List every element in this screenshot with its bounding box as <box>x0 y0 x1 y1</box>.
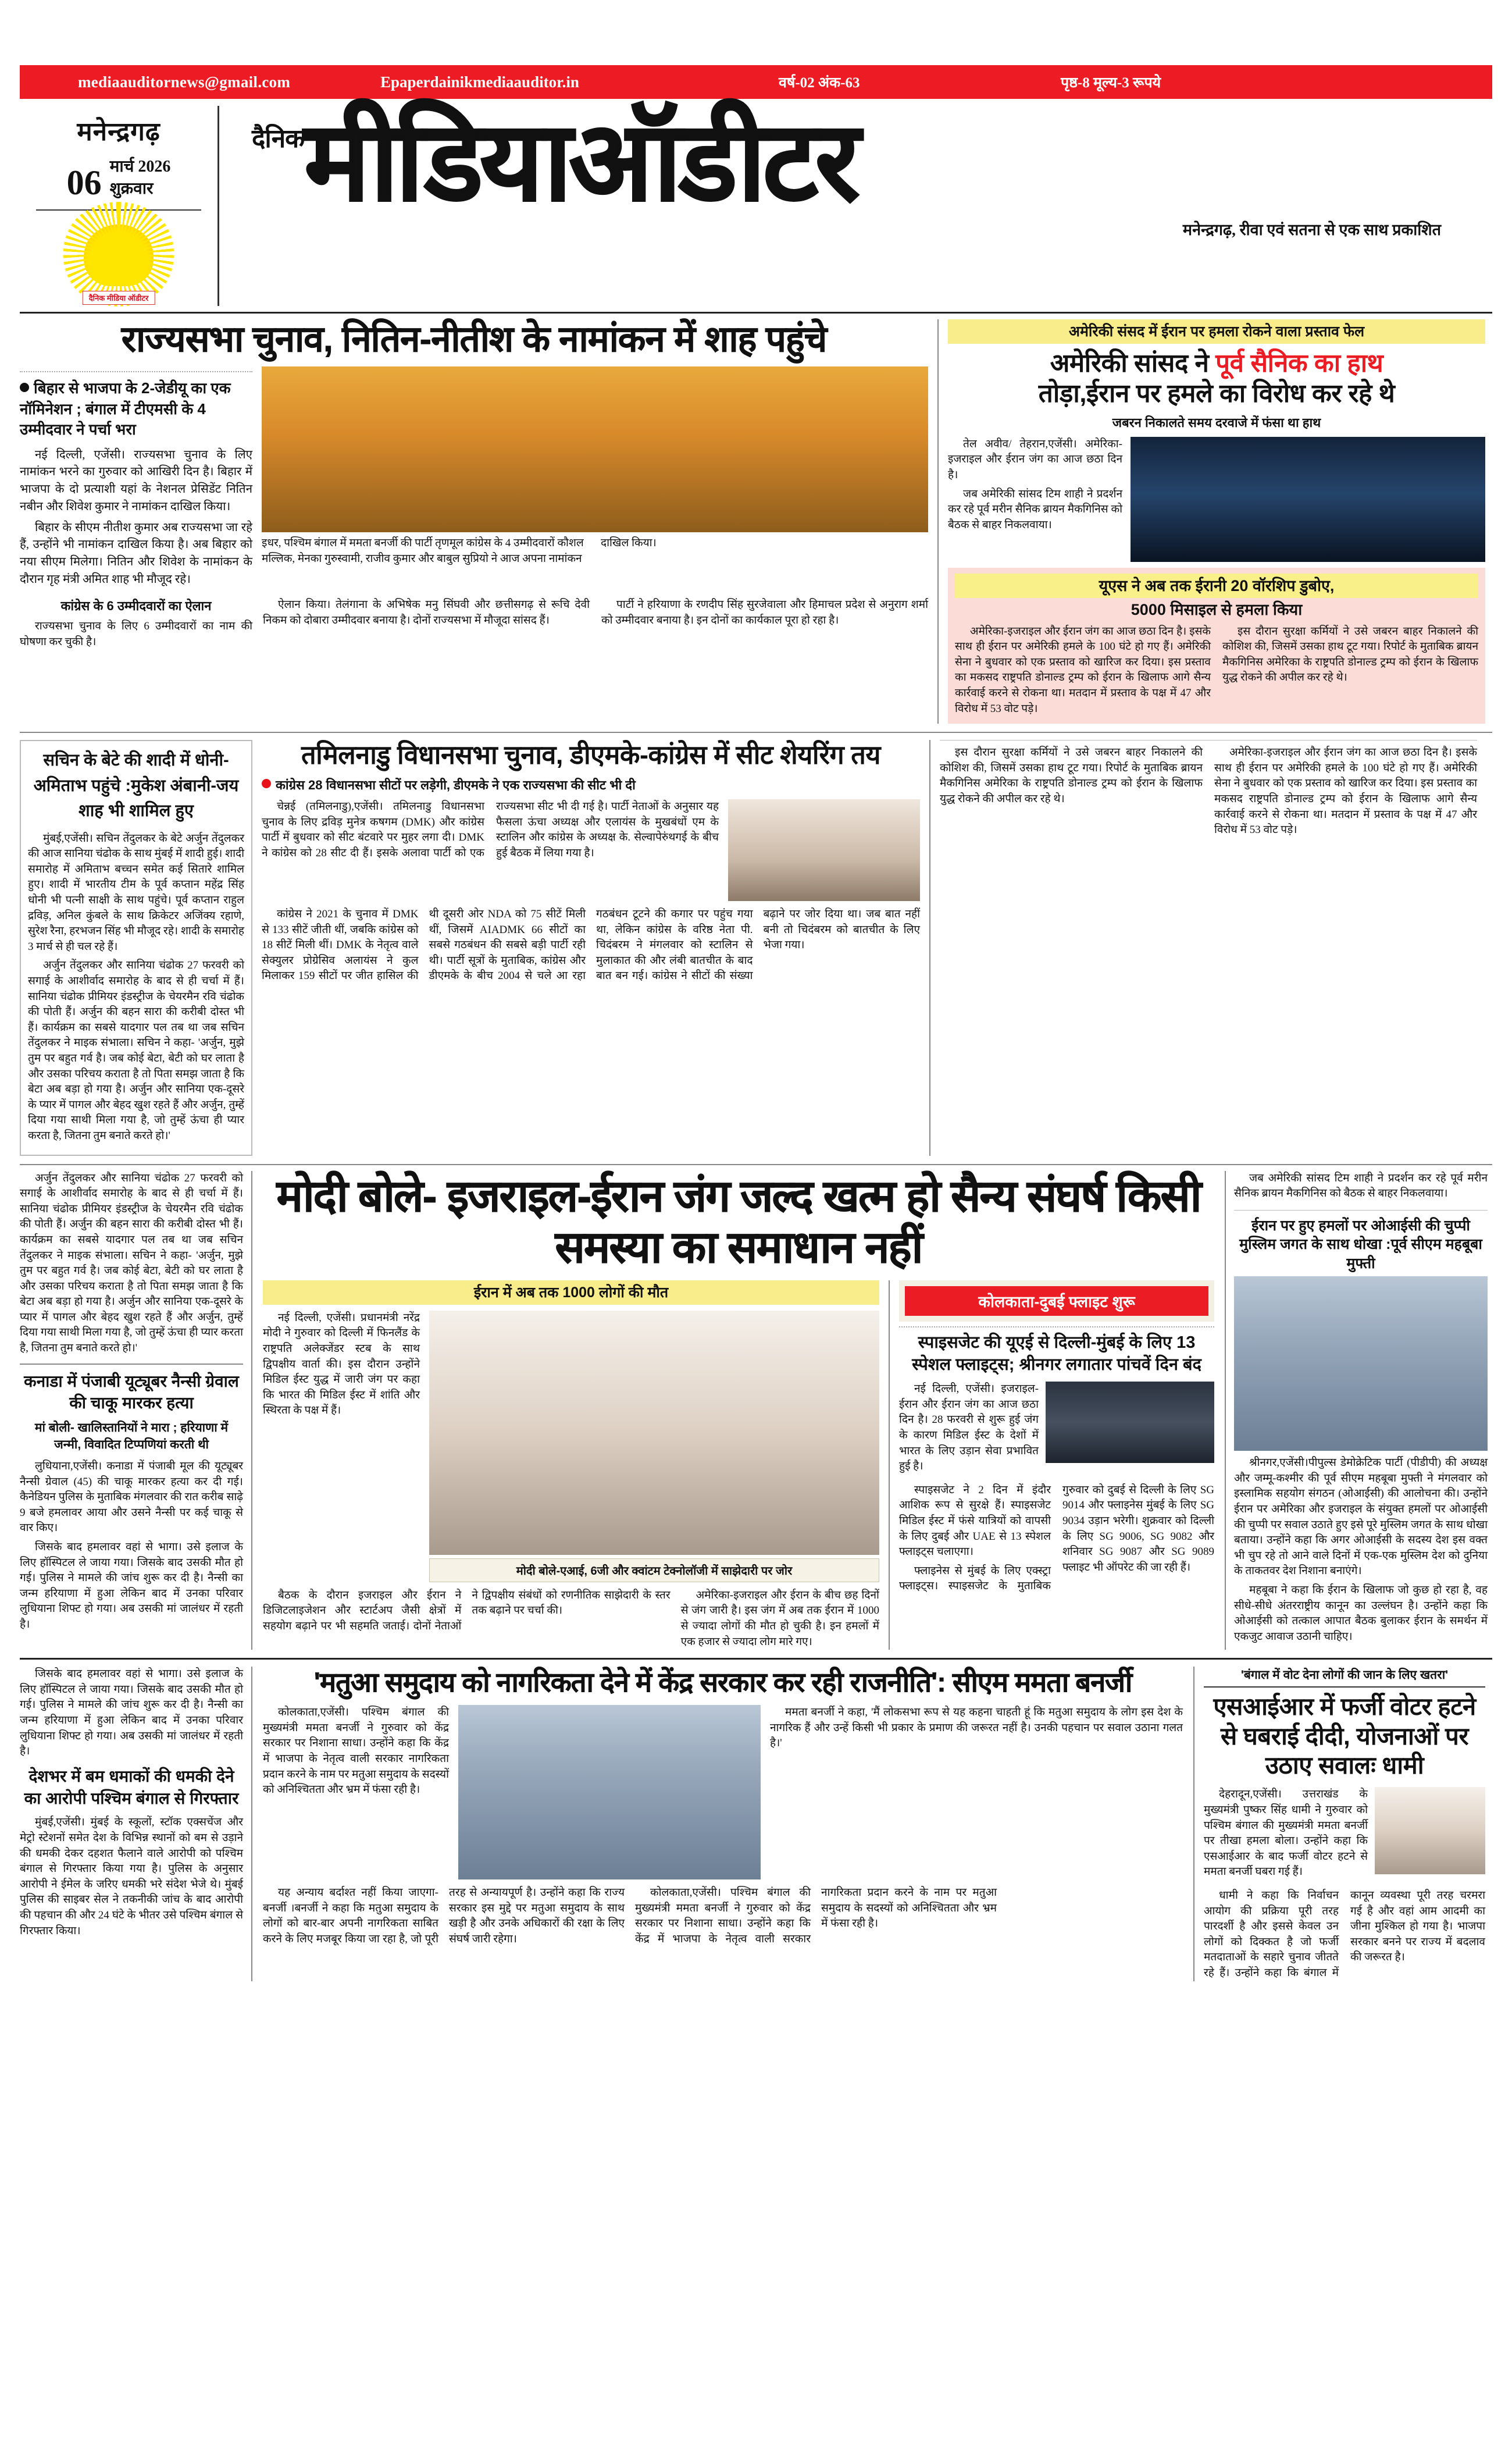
canada-subhead: मां बोली- खालिस्तानियों ने मारा ; हरियाणा में जन्मी, विवादित टिप्पणियां करती थी <box>34 1421 229 1451</box>
epaper-website[interactable]: Epaperdainikmediaauditor.in <box>380 73 579 91</box>
mufti-body-2: महबूबा ने कहा कि ईरान के खिलाफ जो कुछ हो रहा है, वह सीधे-सीधे अंतरराष्ट्रीय कानून का उल्लंघन है। उन्होंने कहा कि ओआईसी को तत्काल आपात बैठक बुलाकर ईरान के समर्थन में एकजुट आवाज उठानी चाहिए। <box>1234 1583 1488 1643</box>
top-info-bar <box>20 65 1492 99</box>
sachin-headline[interactable]: सचिन के बेटे की शादी में धोनी-अमिताभ पहुंचे :मुकेश अंबानी-जय शाह भी शामिल हुए <box>33 751 239 821</box>
america-continued <box>930 740 1477 1155</box>
mamata-body-4: कोलकाता,एजेंसी। पश्चिम बंगाल की मुख्यमंत्री ममता बनर्जी ने गुरुवार को केंद्र सरकार पर निशाना साधा। उन्होंने कहा कि केंद्र में भाजपा के नेतृत्व वाली सरकार नागरिकता प्रदान करने के नाम पर मतुआ समुदाय के सदस्यों को अनिश्चितता और भ्रम में फंसा रही है। <box>635 1886 997 1946</box>
modi-body-3: अमेरिका-इजराइल और ईरान के बीच छह दिनों से जंग जारी है। इस जंग में अब तक ईरान में 1000 से ज्यादा लोगों की मौत हो चुकी है। इन हमलों में एक हजार से ज्यादा लोग मारे गए। <box>680 1589 879 1648</box>
sun-logo <box>20 219 217 306</box>
modi-main-block <box>263 1280 879 1650</box>
logo-label: दैनिक मीडिया ऑडीटर <box>83 291 155 305</box>
dhami-kicker: 'बंगाल में वोट देना लोगों की जान के लिए खतरा' <box>1204 1667 1485 1688</box>
mufti-photo <box>1234 1276 1488 1451</box>
dhami-body-2: धामी ने कहा कि निर्वाचन आयोग की प्रक्रिया पूरी तरह पारदर्शी है और इससे केवल उन लोगों को दिक्कत है जो फर्जी मतदाताओं के सहारे चुनाव जीतते रहे हैं। उन्होंने कहा कि बंगाल में कानून व्यवस्था पूरी तरह चरमरा गई है और वहां आम आदमी का जीना मुश्किल हो गया है। भाजपा सरकार बनने पर राज्य में बदलाव की जरूरत है। <box>1204 1889 1485 1979</box>
tamilnadu-body-1: चेन्नई (तमिलनाडु),एजेंसी। तमिलनाडु विधानसभा चुनाव के लिए द्रविड़ मुनेत्र कषगम (DMK) और कांग्रेस पार्टी में बुधवार को सीट बंटवारे पर मुहर लगा दी। DMK ने कांग्रेस को 28 सीट दी हैं। इसके अलावा पार्टी को एक राज्यसभा सीट भी दी गई है। पार्टी नेताओं के अनुसार यह फैसला ऊंचा अध्यक्ष और एलायंस के मुखबंधों एम के स्टालिन और कांग्रेस के अध्यक्ष के. सेल्वापेरुंथगई के बीच हुई बैठक में लिया गया है। <box>262 800 719 859</box>
rajyasabha-lead-column <box>20 366 252 592</box>
section-lead-stories <box>20 312 1492 724</box>
sachin-article <box>20 740 252 1155</box>
dhami-body-1: देहरादून,एजेंसी। उत्तराखंड के मुख्यमंत्री पुष्कर सिंह धामी ने गुरुवार को पश्चिम बंगाल की मुख्यमंत्री ममता बनर्जी पर तीखा हमला बोला। उन्होंने कहा कि एसआईआर के बाद फर्जी वोटर हटने से ममता बनर्जी घबरा गई हैं। <box>1204 1788 1368 1878</box>
sachin-cont: अर्जुन तेंदुलकर और सानिया चंढोक 27 फरवरी को सगाई के आशीर्वाद समारोह के बाद से ही चर्चा में हैं। सानिया चंढोक प्रीमियर इंडस्ट्रीज के चेयरमैन रवि चंढोक की पोती हैं। अर्जुन की बहन सारा की करीबी दोस्त भी हैं। कार्यक्रम का सबसे यादगार पल तब था जब सचिन तेंदुलकर ने माइक संभाला। सचिन ने कहा- 'अर्जुन, मुझे तुम पर बहुत गर्व है। जब कोई बेटा, बेटी को घर लाता है और उसका परिचय कराता है तो पिता समझ जाता है कि बेटा अब बड़ा हो गया है। अर्जुन और सानिया एक-दूसरे के प्यार में पागल और बेहद खुश रहते हैं और अर्जुन, तुम्हें दिया गया साथी मिला गया है, जो तुम्हें ऊंचा ही प्यार करता है, जितना तुम बनाते करते हो।' <box>20 1172 243 1355</box>
divider <box>20 1364 243 1365</box>
dhami-headline[interactable]: एसआईआर में फर्जी वोटर हटने से घबराई दीदी, योजनाओं पर उठाए सवालः धामी <box>1213 1693 1476 1779</box>
mamata-body-3: यह अन्याय बर्दाश्त नहीं किया जाएगा-बनर्जी ।बनर्जी ने कहा कि मतुआ समुदाय के लोगों को बार-बार अपनी नागरिकता साबित करने के लिए मजबूर किया जा रहा है, जो पूरी तरह से अन्यायपूर्ण है। उन्होंने कहा कि राज्य सरकार इस मुद्दे पर मतुआ समुदाय के साथ खड़ी है और उनके अधिकारों की रक्षा के लिए संघर्ष जारी रहेगा। <box>263 1886 625 1946</box>
masthead-prefix: दैनिक <box>252 124 304 153</box>
dhami-article <box>1194 1667 1485 1981</box>
tamilnadu-photo <box>728 799 920 901</box>
modi-article <box>252 1171 1225 1650</box>
iran-deaths-kicker: ईरान में अब तक 1000 लोगों की मौत <box>263 1280 879 1305</box>
mamata-article <box>252 1667 1194 1981</box>
page-title: मीडियाऑडीटर <box>304 100 857 223</box>
bullet-dot-icon <box>20 383 29 392</box>
america-kicker: अमेरिकी संसद में ईरान पर हमला रोकने वाला प्रस्ताव फेल <box>948 319 1485 344</box>
bomb-headline[interactable]: देशभर में बम धमाकों की धमकी देने का आरोपी पश्चिम बंगाल से गिरफ्तार <box>24 1767 239 1807</box>
america-headline-part2: तोड़ा,ईरान पर हमले का विरोध कर रहे थे <box>1038 379 1395 408</box>
date-day: 06 <box>66 163 102 202</box>
tamilnadu-body-2: कांग्रेस ने 2021 के चुनाव में DMK से 133 सीटें जीती थीं, जबकि कांग्रेस को 18 सीटें मिली थीं। DMK के नेतृत्व वाले सेक्युलर प्रोग्रेसिव अलायंस ने कुल मिलाकर 159 सीटों पर जीत हासिल की थी दूसरी ओर NDA को 75 सीटें मिली थीं, जिसमें AIADMK 66 सीटों का सबसे गठबंधन की सबसे बड़ी पार्टी रही थी। पार्टी सूत्रों के मुताबिक, कांग्रेस और डीएमके के बीच 2004 से चले आ रहा गठबंधन टूटने की कगार पर पहुंच गया था, लेकिन कांग्रेस के वरिष्ठ नेता पी. चिदंबरम ने मंगलवार को स्टालिन से मुलाकात की और लंबी बातचीत के बाद बात बन गई। कांग्रेस ने सीटों की संख्या बढ़ाने पर जोर दिया था। जब बात नहीं बनी तो चिदंबरम को बातचीत के लिए भेजा गया। <box>262 907 920 983</box>
kolkata-body-1: नई दिल्ली, एजेंसी। इजराइल-ईरान और ईरान जंग का आज छठा दिन है। 28 फरवरी से शुरू हुई जंग के कारण मिडिल ईस्ट के देशों में भारत के लिए उड़ान सेवा प्रभावित हुई है। <box>899 1383 1039 1473</box>
masthead-title-block <box>219 102 1492 306</box>
america-body-2: जब अमेरिकी सांसद टिम शाही ने प्रदर्शन कर रहे पूर्व मरीन सैनिक ब्रायन मैकगिनिस को बैठक से बाहर निकलवाया। <box>948 487 1122 531</box>
mufti-body-1: श्रीनगर,एजेंसी।पीपुल्स डेमोक्रेटिक पार्टी (पीडीपी) की अध्यक्ष और जम्मू-कश्मीर की पूर्व सीएम महबूबा मुफ्ती ने मंगलवार को इस्लामिक सहयोग संगठन (ओआईसी) की आलोचना की। उन्होंने ईरान पर अमेरिका और इजराइल के संयुक्त हमलों पर ओआईसी की चुप्पी पर सवाल उठाते हुए इसे पूरे मुस्लिम जगत के साथ धोखा बताया। उन्होंने कहा कि अगर ओआईसी के सदस्य देश इस वक्त भी चुप रहे तो आने वाले दिनों में एक-एक मुस्लिम देश को दुनिया के ताकतवर देश निशाना बनाएंगे। <box>1234 1457 1488 1578</box>
america-cont-1: इस दौरान सुरक्षा कर्मियों ने उसे जबरन बाहर निकालने की कोशिश की, जिसमें उसका हाथ टूट गया। रिपोर्ट के मुताबिक ब्रायन मैकगिनिस अमेरिका के राष्ट्रपति डोनाल्ड ट्रम्प को ईरान के खिलाफ युद्ध रोकने की अपील कर रहे थे। <box>940 746 1203 805</box>
bomb-article <box>20 1667 252 1981</box>
mamata-headline[interactable]: 'मतुआ समुदाय को नागरिकता देने में केंद्र सरकार कर रही राजनीति': सीएम ममता बनर्जी <box>313 1667 1132 1698</box>
contact-email: mediaauditornews@gmail.com <box>78 73 291 91</box>
masthead-edition-block <box>20 102 217 306</box>
america-article <box>939 319 1485 724</box>
kolkata-redbar: कोलकाता-दुबई फ्लाइट शुरू <box>905 1286 1208 1316</box>
mufti-headline[interactable]: ईरान पर हुए हमलों पर ओआईसी की चुप्पी मुस्लिम जगत के साथ धोखा :पूर्व सीएम महबूबा मुफ्ती <box>1239 1217 1482 1272</box>
rajyasabha-col3b: पार्टी ने हरियाणा के रणदीप सिंह सुरजेवाला और हिमाचल प्रदेश से अनुराग शर्मा को उम्मीदवार बनाया है। इन दोनों का कार्यकाल पूरा हो रहा है। <box>601 599 928 627</box>
modi-photo <box>429 1311 879 1555</box>
warship-body: अमेरिका-इजराइल और ईरान जंग का आज छठा दिन है। इसके साथ ही ईरान पर अमेरिकी हमले के 100 घंटे हो गए हैं। अमेरिकी सेना ने बुधवार को एक प्रस्ताव को खारिज कर दिया। इस प्रस्ताव का मकसद राष्ट्रपति डोनाल्ड ट्रम्प को ईरान के खिलाफ आगे सैन्य कार्रवाई करने से रोकना था। मतदान में प्रस्ताव के पक्ष में 47 और विरोध में 53 वोट पड़े। <box>955 625 1211 715</box>
america-headline-part1: अमेरिकी सांसद ने <box>1050 349 1216 378</box>
kolkata-body-2: स्पाइसजेट ने 2 दिन में इंदौर आशिक रूप से सुरक्षे हैं। स्पाइसजेट मिडिल ईस्ट में फंसे यात्रियों को वापसी के लिए दुबई और UAE से 13 स्पेशल फ्लाइट्स चलाएगा। <box>899 1483 1051 1558</box>
rajyasabha-photo-block <box>262 366 928 592</box>
america-body-1: तेल अवीव/ तेहरान,एजेंसी। अमेरिका-इजराइल और ईरान जंग का आज छठा दिन है। <box>948 437 1122 481</box>
volume-issue: वर्ष-02 अंक-63 <box>779 75 860 91</box>
kolkata-article <box>889 1280 1214 1650</box>
publication-date <box>20 156 217 200</box>
rajyasabha-col4: राज्यसभा चुनाव के लिए 6 उम्मीदवारों का नाम की घोषणा कर चुकी है। <box>20 620 252 648</box>
dotted-rule <box>20 371 252 372</box>
masthead <box>20 102 1492 306</box>
date-month-year: मार्च 2026 <box>109 158 171 176</box>
sun-icon <box>84 222 154 286</box>
rajyasabha-article <box>20 319 939 724</box>
us-warship-box <box>948 568 1485 724</box>
masthead-tagline: मनेन्द्रगढ़, रीवा एवं सतना से एक साथ प्रकाशित <box>1182 220 1441 238</box>
bullet-dot-icon <box>262 779 271 788</box>
rajyasabha-headline[interactable]: राज्यसभा चुनाव, नितिन-नीतीश के नामांकन में शाह पहुंचे <box>121 319 827 359</box>
rajyasabha-body-1: नई दिल्ली, एजेंसी। राज्यसभा चुनाव के लिए नामांकन भरने का गुरुवार को आखिरी दिन है। बिहार में भाजपा के दो प्रत्याशी यहां के नेशनल प्रेसिडेंट नितिन नबीन और शिवेश कुमार ने नामांकन दाखिल किया। <box>20 448 252 513</box>
dhami-photo <box>1375 1787 1485 1874</box>
mamata-photo <box>458 1705 761 1879</box>
rajyasabha-body-2: बिहार के सीएम नीतीश कुमार अब राज्यसभा जा रहे हैं, उन्होंने भी नामांकन दाखिल किया है। अब बिहार को नया सीएम मिलेगा। नितिन और शिवेश के नामांकन के दौरान गृह मंत्री अमित शाह भी मौजूद रहे। <box>20 521 252 586</box>
canada-body-1: लुधियाना,एजेंसी। कनाडा में पंजाबी मूल की यूट्यूबर नैन्सी ग्रेवाल (45) की चाकू मारकर हत्या कर दी गई। कैनेडियन पुलिस के मुताबिक मंगलवार की रात करीब साढ़े 9 बजे हमलावर आया और उसने नैन्सी पर कई चाकू से वार किए। <box>20 1459 243 1535</box>
bomb-body: मुंबई,एजेंसी। मुंबई के स्कूलों, स्टॉक एक्सचेंज और मेट्रो स्टेशनों समेत देश के विभिन्न स्थानों को बम से उड़ाने की धमकी देकर दहशत फैलाने वाले आरोपी को पश्चिम बंगाल से गिरफ्तार किया गया है। पुलिस के अनुसार आरोपी ने ईमेल के जरिए धमकी भरे संदेश भेजे थे। मुंबई पुलिस की साइबर सेल ने तकनीकी जांच के बाद आरोपी की पहचान की और 24 घंटे के भीतर उसे पश्चिम बंगाल से गिरफ्तार किया। <box>20 1816 243 1937</box>
rajyasabha-photo <box>262 366 928 532</box>
modi-body-2: बैठक के दौरान इजराइल और ईरान ने डिजिटलाइजेशन और स्टार्टअप जैसी क्षेत्रों में सहयोग बढ़ाने पर भी सहमति जताई। दोनों नेताओं ने द्विपक्षीय संबंधों को रणनीतिक साझेदारी के स्तर तक बढ़ाने पर चर्चा की। <box>263 1589 671 1633</box>
section-sachin-tamilnadu <box>20 732 1492 1155</box>
warship-headline-1: यूएस ने अब तक ईरानी 20 वॉरशिप डुबोए, <box>955 574 1478 598</box>
canada-body-2: जिसके बाद हमलावर वहां से भागा। उसे इलाज के लिए हॉस्पिटल ले जाया गया। जिसके बाद उसकी मौत हो गई। पुलिस ने मामले की जांच शुरू कर दी है। नैन्सी का जन्म हरियाणा में हुआ लेकिन बाद में उनका परिवार लुधियाना शिफ्ट हो गया। अब उसकी मां जालंधर में रहती है। <box>20 1540 243 1631</box>
america-headline[interactable] <box>948 348 1485 409</box>
modi-body-1: नई दिल्ली, एजेंसी। प्रधानमंत्री नरेंद्र मोदी ने गुरुवार को दिल्ली में फिनलैंड के राष्ट्रपति अलेक्जेंडर स्टब के साथ द्विपक्षीय वार्ता की। इस दौरान उन्होंने मिडिल ईस्ट युद्ध में जारी जंग पर कहा कि भारत की मिडिल ईस्ट में शांति और स्थिरता के पक्ष में हैं। <box>263 1311 420 1417</box>
rajyasabha-photo-caption: इधर, पश्चिम बंगाल में ममता बनर्जी की पार्टी तृणमूल कांग्रेस के 4 उम्मीदवारों कौशल मल्लिक, मेनका गुरुस्वामी, राजीव कुमार और बाबुल सुप्रियो ने आज अपना नामांकन दाखिल किया। <box>262 537 657 565</box>
rajyasabha-subhead: कांग्रेस के 6 उम्मीदवारों का ऐलान <box>60 599 212 614</box>
america-headline-red: पूर्व सैनिक का हाथ <box>1215 349 1383 378</box>
section-modi <box>20 1164 1492 1650</box>
modi-headline[interactable]: मोदी बोले- इजराइल-ईरान जंग जल्द खत्म हो सैन्य संघर्ष किसी समस्या का समाधान नहीं <box>276 1171 1201 1272</box>
dotted-rule <box>899 1326 1214 1327</box>
rajyasabha-col-extra <box>20 597 252 653</box>
edition-city: मनेन्द्रगढ़ <box>77 118 161 146</box>
america-subhead: जबरन निकालते समय दरवाजे में फंसा था हाथ <box>1112 415 1321 430</box>
rajyasabha-col3a: ऐलान किया। तेलंगाना के अभिषेक मनु सिंघवी और छत्तीसगढ़ से रूचि देवी निकम को दोबारा उम्मीदवार बनाया है। दोनों राज्यसभा में मौजूदा सांसद हैं। <box>263 599 590 627</box>
newspaper-page <box>0 65 1512 2442</box>
kolkata-body-3: फ्लाइनेस से मुंबई के लिए एक्स्ट्रा फ्लाइट्स। स्पाइसजेट के मुताबिक गुरुवार को दुबई से दिल्ली के लिए SG 9014 और फ्लाइनेस मुंबई के लिए SG 9034 उड़ान भरेगी। शुक्रवार को दिल्ली के लिए SG 9006, SG 9082 और शनिवार SG 9087 और SG 9089 फ्लाइट भी ऑपरेट की जा रही हैं। <box>899 1483 1214 1593</box>
mufti-article <box>1225 1171 1488 1650</box>
tamilnadu-bullet: कांग्रेस 28 विधानसभा सीटों पर लड़ेगी, डीएमके ने एक राज्यसभा की सीट भी दी <box>262 776 920 793</box>
pages-price: पृष्ठ-8 मूल्य-3 रूपये <box>1061 75 1161 91</box>
tamilnadu-headline[interactable]: तमिलनाडु विधानसभा चुनाव, डीएमके-कांग्रेस में सीट शेयरिंग तय <box>301 740 880 770</box>
rajyasabha-bullet: बिहार से भाजपा के 2-जेडीयू का एक नॉमिनेशन ; बंगाल में टीएमसी के 4 उम्मीदवार ने पर्चा भरा <box>20 379 231 438</box>
america-photo <box>1131 437 1485 562</box>
mamata-body-1: कोलकाता,एजेंसी। पश्चिम बंगाल की मुख्यमंत्री ममता बनर्जी ने गुरुवार को केंद्र सरकार पर निशाना साधा। उन्होंने कहा कि केंद्र में भाजपा के नेतृत्व वाली सरकार नागरिकता प्रदान करने के नाम पर मतुआ समुदाय के सदस्यों को अनिश्चितता और भ्रम में फंसा रही है। <box>263 1706 449 1796</box>
sachin-body-1: मुंबई,एजेंसी। सचिन तेंदुलकर के बेटे अर्जुन तेंदुलकर की आज सानिया चंढोक के साथ मुंबई में शादी हुई। शादी समारोह में अमिताभ बच्चन समेत कई सितारे शामिल हुए। शादी में भारतीय टीम के पूर्व कप्तान महेंद्र सिंह धोनी भी पत्नी साक्षी के साथ पहुंचे। पूर्व कप्तान राहुल द्रविड़, अनिल कुंबले के साथ क्रिकेटर अजिंक्य रहाणे, सुरेश रैना, हरभजन सिंह भी मौजूद रहे। शादी के समारोह 3 मार्च से ही चल रहे हैं। <box>28 832 244 953</box>
america-cont-2: अमेरिका-इजराइल और ईरान जंग का आज छठा दिन है। इसके साथ ही ईरान पर अमेरिकी हमले के 100 घंटे हो गए हैं। अमेरिकी सेना ने बुधवार को एक प्रस्ताव को खारिज कर दिया। इस प्रस्ताव का मकसद राष्ट्रपति डोनाल्ड ट्रम्प को ईरान के खिलाफ आगे सैन्य कार्रवाई करने से रोकना था। मतदान में प्रस्ताव के पक्ष में 47 और विरोध में 53 वोट पड़े। <box>1214 746 1477 836</box>
america-tail: जब अमेरिकी सांसद टिम शाही ने प्रदर्शन कर रहे पूर्व मरीन सैनिक ब्रायन मैकगिनिस को बैठक से बाहर निकलवाया। <box>1234 1172 1488 1200</box>
sachin-body-2: अर्जुन तेंदुलकर और सानिया चंढोक 27 फरवरी को सगाई के आशीर्वाद समारोह के बाद से ही चर्चा में हैं। सानिया चंढोक प्रीमियर इंडस्ट्रीज के चेयरमैन रवि चंढोक की पोती हैं। अर्जुन की बहन सारा की करीबी दोस्त भी हैं। कार्यक्रम का सबसे यादगार पल तब था जब सचिन तेंदुलकर ने माइक संभाला। सचिन ने कहा- 'अर्जुन, मुझे तुम पर बहुत गर्व है। जब कोई बेटा, बेटी को घर लाता है और उसका परिचय कराता है तो पिता समझ जाता है कि बेटा अब बड़ा हो गया है। अर्जुन और सानिया एक-दूसरे के प्यार में पागल और बेहद खुश रहते हैं और अर्जुन, तुम्हें दिया गया साथी मिला गया है, जो तुम्हें ऊंचा ही प्यार करता है, जितना तुम बनाते करते हो।' <box>28 959 244 1142</box>
sachin-continued <box>20 1171 252 1650</box>
tamilnadu-article <box>252 740 930 1155</box>
america-body-3: इस दौरान सुरक्षा कर्मियों ने उसे जबरन बाहर निकालने की कोशिश की, जिसमें उसका हाथ टूट गया। रिपोर्ट के मुताबिक ब्रायन मैकगिनिस अमेरिका के राष्ट्रपति डोनाल्ड ट्रम्प को ईरान के खिलाफ युद्ध रोकने की अपील कर रहे थे। <box>1222 625 1478 684</box>
section-mamata-dhami <box>20 1658 1492 1981</box>
warship-headline-2: 5000 मिसाइल से हमला किया <box>1131 601 1303 619</box>
canada-headline[interactable]: कनाडा में पंजाबी यूट्यूबर नैन्सी ग्रेवाल की चाकू मारकर हत्या <box>24 1372 239 1412</box>
modi-photo-caption: मोदी बोले-एआई, 6जी और क्वांटम टेक्नोलॉजी में साझेदारी पर जोर <box>429 1558 879 1582</box>
canada-tail: जिसके बाद हमलावर वहां से भागा। उसे इलाज के लिए हॉस्पिटल ले जाया गया। जिसके बाद उसकी मौत हो गई। पुलिस ने मामले की जांच शुरू कर दी है। नैन्सी का जन्म हरियाणा में हुआ लेकिन बाद में उनका परिवार लुधियाना शिफ्ट हो गया। अब उसकी मां जालंधर में रहती है। <box>20 1668 243 1758</box>
date-weekday: शुक्रवार <box>109 179 154 198</box>
mamata-body-2: ममता बनर्जी ने कहा, 'मैं लोकसभा रूप से यह कहना चाहती हूं कि मतुआ समुदाय के लोग इस देश के नागरिक हैं और उन्हें किसी भी प्रकार के प्रमाण की जरूरत नहीं है। उनकी पहचान पर सवाल उठाना गलत है।' <box>770 1706 1183 1750</box>
kolkata-photo <box>1046 1382 1214 1463</box>
kolkata-headline[interactable]: स्पाइसजेट की यूएई से दिल्ली-मुंबई के लिए 13 स्पेशल फ्लाइट्स; श्रीनगर लगातार पांचवें दिन बंद <box>912 1333 1201 1374</box>
